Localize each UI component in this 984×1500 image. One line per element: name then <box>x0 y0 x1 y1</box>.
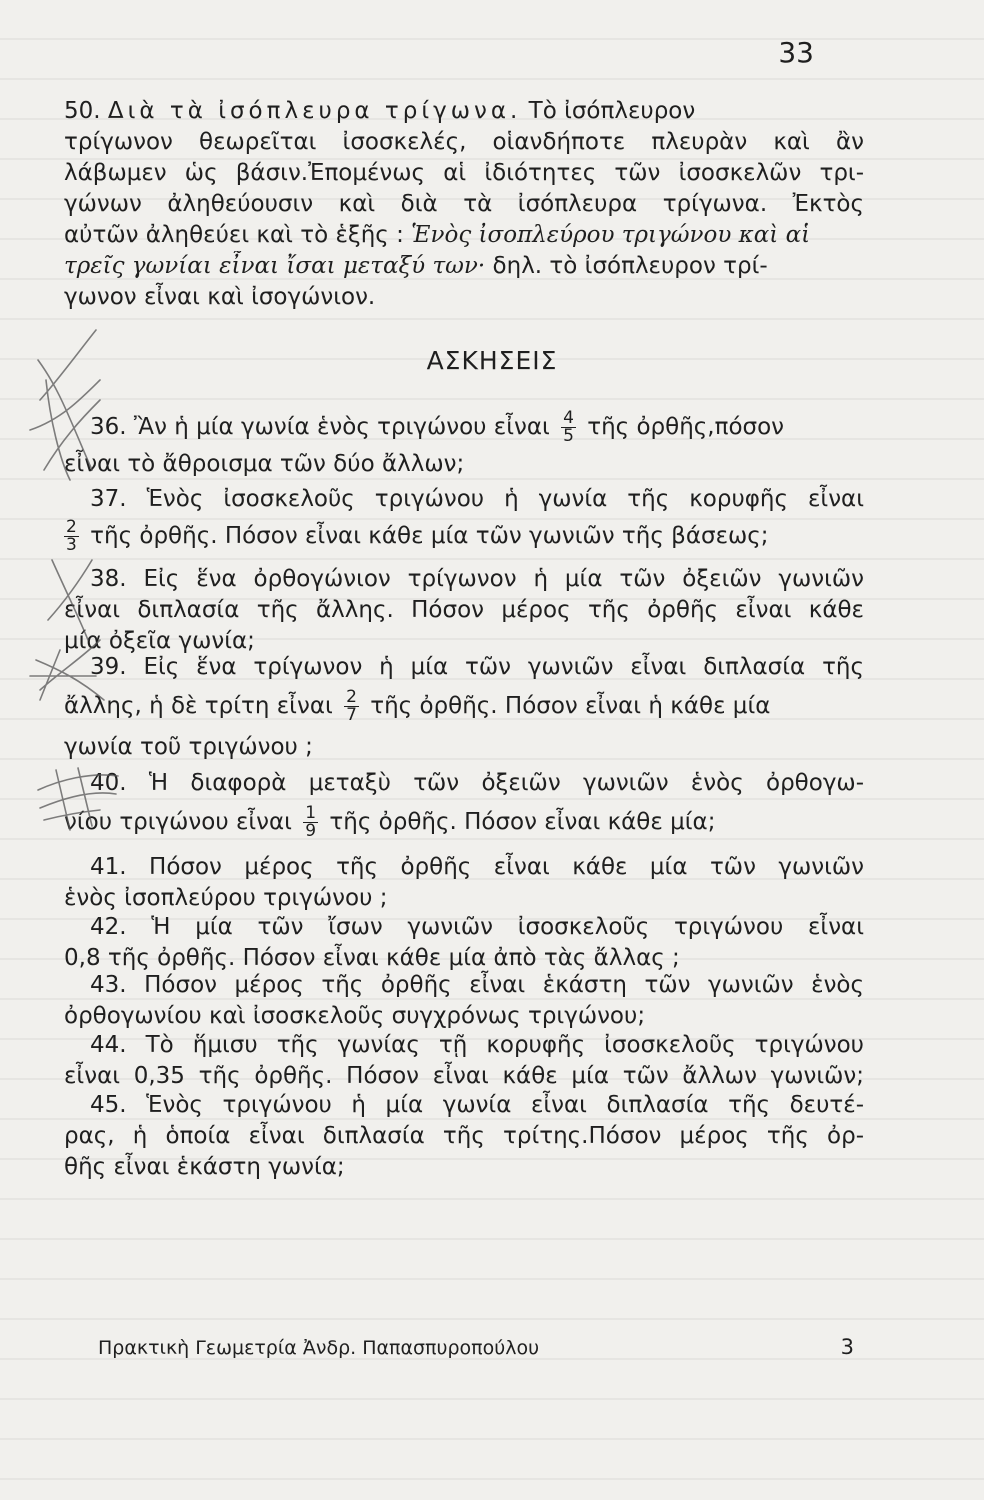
scribble-mark <box>30 330 100 480</box>
exercise-line: θῆς εἶναι ἑκάστη γωνία; <box>64 1154 345 1180</box>
exercise-line: 38. Εἰς ἕνα ὀρθογώνιον τρίγωνον ἡ μία τῶν ὀξειῶν γωνιῶν <box>90 566 864 592</box>
paragraph-50-line: λάβωμεν ὡς βάσιν.Ἐπομένως αἱ ἰδιότητες τῶν ἰσοσκελῶν τρι- <box>64 160 864 186</box>
paragraph-50-line: τρίγωνον θεωρεῖται ἰσοσκελές, οἱανδήποτε πλευρὰν καὶ ἂν <box>64 129 864 155</box>
exercise-line: 45. Ἑνὸς τριγώνου ἡ μία γωνία εἶναι διπλασία τῆς δευτέ- <box>90 1092 864 1118</box>
exercise-line: 40. Ἡ διαφορὰ μεταξὺ τῶν ὀξειῶν γωνιῶν ἑνὸς ὀρθογω- <box>90 770 864 796</box>
fraction-denominator: 9 <box>305 821 317 840</box>
exercise-line: ρας, ἡ ὁποία εἶναι διπλασία τῆς τρίτης.Πόσον μέρος τῆς ὀρ- <box>64 1123 864 1149</box>
fraction-numerator: 1 <box>305 805 317 823</box>
paragraph-50-title: Διὰ τὰ ἰσόπλευρα τρίγωνα. <box>107 98 522 124</box>
paragraph-50-text: αὐτῶν ἀληθεύει καὶ τὸ ἑξῆς : <box>64 222 404 248</box>
exercise-line: 44. Τὸ ἥμισυ τῆς γωνίας τῇ κορυφῆς ἰσοσκελοῦς τριγώνου <box>90 1032 864 1058</box>
paragraph-50-text: δηλ. τὸ ἰσόπλευρον τρί- <box>492 253 768 279</box>
exercises-heading: ΑΣΚΗΣΕΙΣ <box>426 346 558 375</box>
fraction-denominator: 3 <box>66 535 77 554</box>
paragraph-50-line: γωνον εἶναι καὶ ἰσογώνιον. <box>64 284 376 310</box>
paragraph-50-text: Τὸ ἰσόπλευρον <box>528 98 696 124</box>
exercise-line: ἑνὸς ἰσοπλεύρου τριγώνου ; <box>64 885 388 911</box>
exercise-line: εἶναι τὸ ἄθροισμα τῶν δύο ἄλλων; <box>64 451 465 477</box>
exercise-line: μία ὀξεῖα γωνία; <box>64 628 255 654</box>
exercise-text: νίου τριγώνου εἶναι <box>64 809 292 835</box>
exercise-text: τῆς ὀρθῆς. Πόσον εἶναι κάθε μία τῶν γωνιῶν τῆς βάσεως; <box>90 523 769 549</box>
exercise-line: εἶναι 0,35 τῆς ὀρθῆς. Πόσον εἶναι κάθε μία τῶν ἄλλων γωνιῶν; <box>64 1063 864 1089</box>
exercise-text: τῆς ὀρθῆς,πόσον <box>587 414 785 440</box>
paragraph-50-line: γώνων ἀληθεύουσιν καὶ διὰ τὰ ἰσόπλευρα τρίγωνα. Ἐκτὸς <box>64 191 864 217</box>
exercise-text: τῆς ὀρθῆς. Πόσον εἶναι κάθε μία; <box>329 809 716 835</box>
exercise-line: εἶναι διπλασία τῆς ἄλλης. Πόσον μέρος τῆς ὀρθῆς εἶναι κάθε <box>64 597 864 623</box>
exercise-text: ἄλλης, ἡ δὲ τρίτη εἶναι <box>64 693 333 719</box>
exercise-text: τῆς ὀρθῆς. Πόσον εἶναι ἡ κάθε μία <box>370 693 771 719</box>
footer-book-title: Πρακτικὴ Γεωμετρία Ἀνδρ. Παπασπυροπούλου <box>98 1337 540 1359</box>
exercise-line: 39. Εἰς ἕνα τρίγωνον ἡ μία τῶν γωνιῶν εἶναι διπλασία τῆς <box>90 654 864 680</box>
exercise-line: 37. Ἑνὸς ἰσοσκελοῦς τριγώνου ἡ γωνία τῆς κορυφῆς εἶναι <box>90 486 864 512</box>
signature-mark: 3 <box>840 1335 854 1359</box>
exercise-line: 43. Πόσον μέρος τῆς ὀρθῆς εἶναι ἑκάστη τῶν γωνιῶν ἑνὸς <box>90 972 864 998</box>
scribble-mark <box>30 640 104 700</box>
page-number: 33 <box>778 36 814 69</box>
exercise-line: 42. Ἡ μία τῶν ἴσων γωνιῶν ἰσοσκελοῦς τριγώνου εἶναι <box>90 914 864 940</box>
scribble-mark <box>38 768 118 830</box>
theorem-italic: Ἑνὸς ἰσοπλεύρου τριγώνου καὶ αἱ <box>411 222 811 248</box>
exercise-line: 0,8 τῆς ὀρθῆς. Πόσον εἶναι κάθε μία ἀπὸ τὰς ἄλλας ; <box>64 945 680 971</box>
exercise-text: 36. Ἂν ἡ μία γωνία ἑνὸς τριγώνου εἶναι <box>90 414 550 440</box>
exercise-line: γωνία τοῦ τριγώνου ; <box>64 734 313 760</box>
fraction-numerator: 2 <box>66 519 77 537</box>
fraction-numerator: 2 <box>346 689 357 707</box>
exercise-line: ὀρθογωνίου καὶ ἰσοσκελοῦς συγχρόνως τριγώνου; <box>64 1003 646 1029</box>
fraction-denominator: 7 <box>346 705 357 724</box>
paragraph-50-number: 50. <box>64 98 101 124</box>
fraction-denominator: 5 <box>563 426 574 445</box>
fraction-numerator: 4 <box>563 410 574 428</box>
theorem-italic: τρεῖς γωνίαι εἶναι ἴσαι μεταξύ των· <box>64 253 486 279</box>
scribble-mark <box>48 560 92 640</box>
exercise-line: 41. Πόσον μέρος τῆς ὀρθῆς εἶναι κάθε μία τῶν γωνιῶν <box>90 854 864 880</box>
